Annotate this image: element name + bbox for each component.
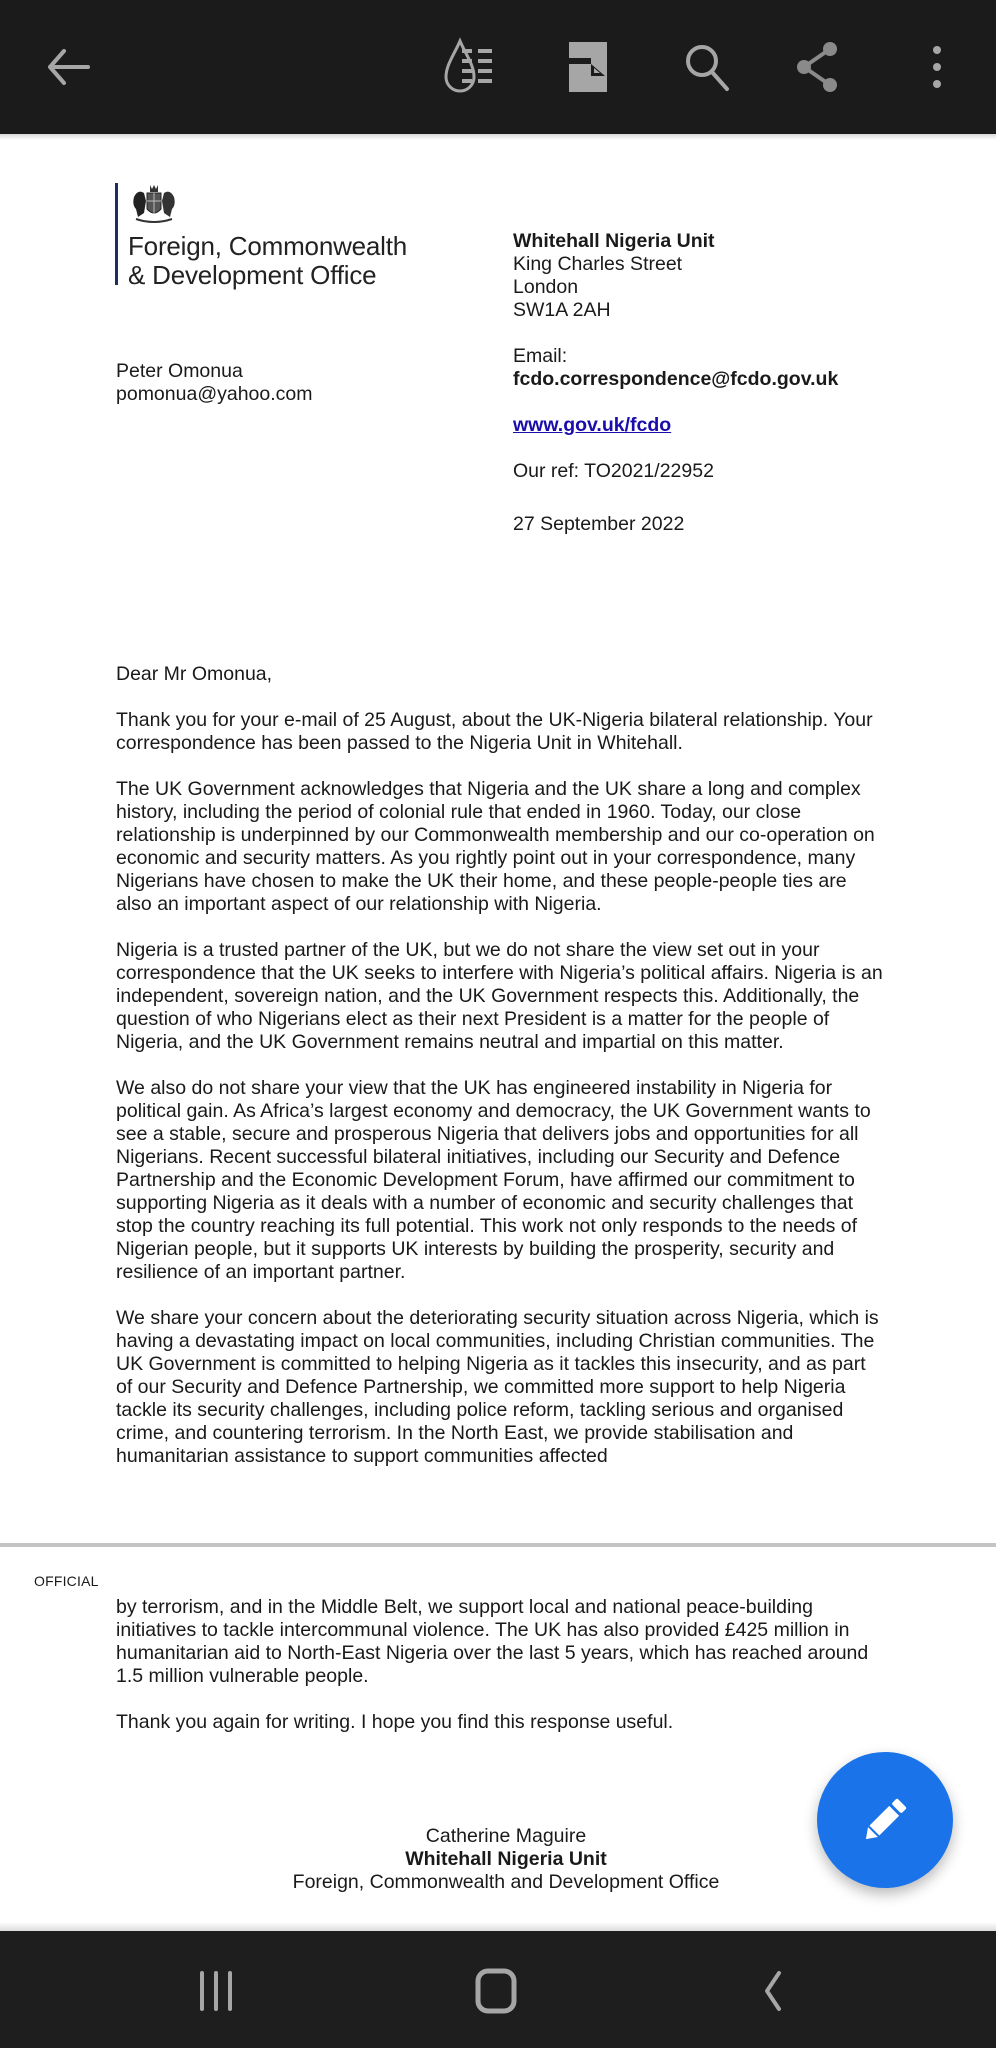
signatory-unit: Whitehall Nigeria Unit xyxy=(405,1848,607,1870)
classification-label: OFFICIAL xyxy=(34,1573,99,1589)
home-icon xyxy=(472,1967,520,2015)
nav-bar-shadow xyxy=(0,1922,996,1931)
search-icon xyxy=(683,42,731,92)
more-vert-icon xyxy=(931,45,943,89)
email-label: Email: xyxy=(513,345,568,367)
share-button[interactable] xyxy=(788,37,848,97)
document-icon xyxy=(568,41,608,93)
sender-unit: Whitehall Nigeria Unit xyxy=(513,230,715,252)
sender-block xyxy=(513,230,838,536)
arrow-left-icon xyxy=(44,47,92,87)
paragraph-5: We share your concern about the deteriorating security situation across Nigeria, which is having a devastating impact on local communities, including Christian communities. The UK Government is committed to helping Nigeria as it tackles this insecurity, and as part of our Security and Defence Partnership, we committed more support to help Nigeria tackle its security challenges, including police reform, tackling serious and organised crime, and countering terrorism. In the North East, we provide stabilisation and humanitarian assistance to support communities affected xyxy=(116,1307,879,1467)
sender-postcode: SW1A 2AH xyxy=(513,299,611,321)
paragraph-1: Thank you for your e-mail of 25 August, about the UK-Nigeria bilateral relationship. Your correspondence has been passed to the Nigeria Unit in Whitehall. xyxy=(116,709,873,754)
paragraph-7: Thank you again for writing. I hope you find this response useful. xyxy=(116,1711,674,1733)
system-nav-bar xyxy=(0,1931,996,2048)
paragraph-4: We also do not share your view that the UK has engineered instability in Nigeria for political gain. As Africa’s largest economy and democracy, the UK Government wants to see a stable, secure and prosperous Nigeria that delivers jobs and opportunities for all Nigerians. Recent successful bilateral initiatives, including our Security and Defence Partnership and the Economic Development Forum, have affirmed our commitment to supporting Nigeria as it deals with a number of economic and security challenges that stop the country reaching its full potential. This work not only responds to the needs of Nigerian people, but it supports UK interests by building the prosperity, security and resilience of an important partner. xyxy=(116,1077,871,1283)
sender-street: King Charles Street xyxy=(513,253,683,275)
sender-email[interactable]: fcdo.correspondence@fcdo.gov.uk xyxy=(513,368,839,390)
signature-block xyxy=(200,1825,812,1894)
pencil-icon xyxy=(857,1792,913,1848)
app-bar xyxy=(0,0,996,134)
signatory-name: Catherine Maguire xyxy=(425,1825,587,1847)
search-button[interactable] xyxy=(677,37,737,97)
recent-apps-icon xyxy=(194,1969,238,2013)
signatory-office: Foreign, Commonwealth and Development Office xyxy=(292,1871,720,1893)
royal-coat-of-arms-icon xyxy=(130,183,178,225)
letter-body-page1 xyxy=(116,663,886,1491)
logo-line-1: Foreign, Commonwealth xyxy=(128,231,408,261)
letter-body-page2 xyxy=(116,1596,886,1757)
page-view-button[interactable] xyxy=(558,37,618,97)
fcdo-logo xyxy=(115,183,408,290)
recipient-block xyxy=(116,360,313,406)
chevron-left-icon xyxy=(759,1969,789,2013)
sender-city: London xyxy=(513,276,579,298)
paragraph-3: Nigeria is a trusted partner of the UK, but we do not share the view set out in your correspondence that the UK seeks to interfere with Nigeria’s political affairs. Nigeria is an independent, sovereign nation, and the UK Government respects this. Additionally, the question of who Nigerians elect as their next President is a matter for the people of Nigeria, and the UK Government remains neutral and impartial on this matter. xyxy=(116,939,883,1053)
paragraph-2: The UK Government acknowledges that Nigeria and the UK share a long and complex history, including the period of colonial rule that ended in 1960. Today, our close relationship is underpinned by our Commonwealth membership and our co-operation on economic and security matters. As you rightly point out in your correspondence, many Nigerians have chosen to make the UK their home, and these people-people ties are also an important aspect of our relationship with Nigeria. xyxy=(116,778,875,915)
recipient-email: pomonua@yahoo.com xyxy=(116,383,313,405)
system-back-button[interactable] xyxy=(739,1961,809,2021)
edit-fab-button[interactable] xyxy=(817,1752,953,1888)
logo-line-2: & Development Office xyxy=(128,260,377,290)
page-break-divider xyxy=(0,1543,996,1547)
droplet-lines-icon xyxy=(440,37,500,97)
app-bar-shadow xyxy=(0,134,996,140)
salutation: Dear Mr Omonua, xyxy=(116,663,273,685)
share-icon xyxy=(794,41,842,93)
home-button[interactable] xyxy=(461,1961,531,2021)
letter-date: 27 September 2022 xyxy=(513,513,685,535)
reference-number: Our ref: TO2021/22952 xyxy=(513,460,714,482)
recipient-name: Peter Omonua xyxy=(116,360,243,382)
recent-apps-button[interactable] xyxy=(181,1961,251,2021)
back-button[interactable] xyxy=(38,37,98,97)
paragraph-6: by terrorism, and in the Middle Belt, we support local and national peace-building initiatives to tackle intercommunal violence. The UK has also provided £425 million in humanitarian aid to North-East Nigeria over the last 5 years, which has reached around 1.5 million vulnerable people. xyxy=(116,1596,869,1687)
more-options-button[interactable] xyxy=(907,37,967,97)
website-link[interactable]: www.gov.uk/fcdo xyxy=(513,414,672,436)
reading-mode-button[interactable] xyxy=(440,37,500,97)
